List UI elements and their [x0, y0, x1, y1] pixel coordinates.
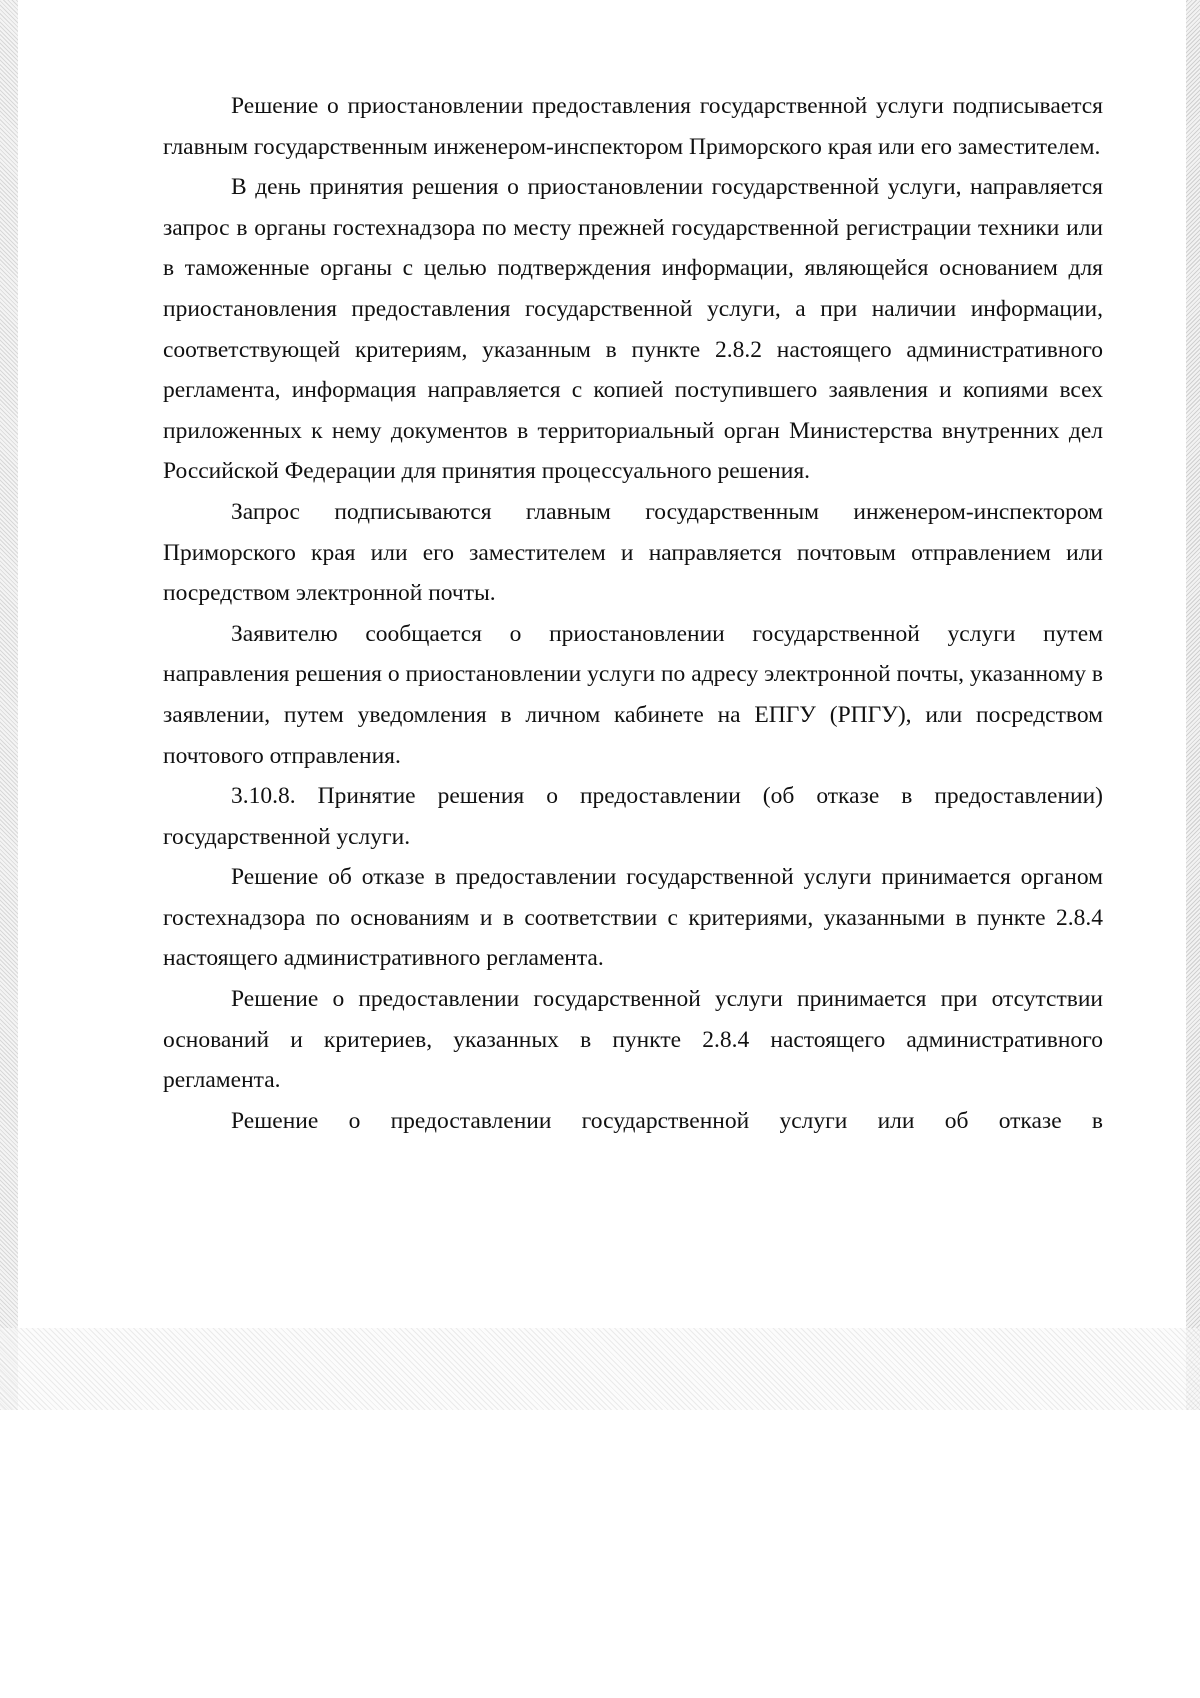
paragraph-applicant-notification: Заявителю сообщается о приостановлении государственной услуги путем направления решения о приостановлении услуги по адресу электронной почты, указанному в заявлении, путем уведомления в личном кабинете на ЕПГУ (РПГУ), или посредством почтового отправления.: [163, 620, 1103, 769]
document-body: [163, 86, 1103, 1141]
scan-noise-band: [0, 1328, 1200, 1410]
paragraph-decision-continuation: Решение о предоставлении государственной услуги или об отказе в: [231, 1107, 1103, 1134]
paragraph-request-signing: Запрос подписываются главным государственным инженером-инспектором Приморского края или его заместителем и направляется почтовым отправлением или посредством электронной почты.: [163, 498, 1103, 607]
paragraph-suspension-request: В день принятия решения о приостановлении государственной услуги, направляется запрос в органы гостехнадзора по месту прежней государственной регистрации техники или в таможенные органы с целью подтверждения информации, являющейся основанием для приостановления предоставления государственной услуги, а при наличии информации, соответствующей критериям, указанным в пункте 2.8.2 настоящего административного регламента, информация направляется с копией поступившего заявления и копиями всех приложенных к нему документов в территориальный орган Министерства внутренних дел Российской Федерации для принятия процессуального решения.: [163, 174, 1103, 485]
paragraph-provision-decision: Решение о предоставлении государственной услуги принимается при отсутствии оснований и критериев, указанных в пункте 2.8.4 настоящего административного регламента.: [163, 986, 1103, 1094]
scan-edge-right: [1186, 0, 1200, 1410]
paragraph-suspension-signing: Решение о приостановлении предоставления государственной услуги подписывается главным государственным инженером-инспектором Приморского края или его заместителем.: [163, 93, 1103, 160]
paragraph-refusal-decision: Решение об отказе в предоставлении государственной услуги принимается органом гостехнадзора по основаниям и в соответствии с критериями, указанными в пункте 2.8.4 настоящего административного регламента.: [163, 864, 1103, 972]
scan-edge-left: [0, 0, 18, 1410]
section-heading-3-10-8: 3.10.8. Принятие решения о предоставлении (об отказе в предоставлении) государственной услуги.: [163, 783, 1103, 850]
